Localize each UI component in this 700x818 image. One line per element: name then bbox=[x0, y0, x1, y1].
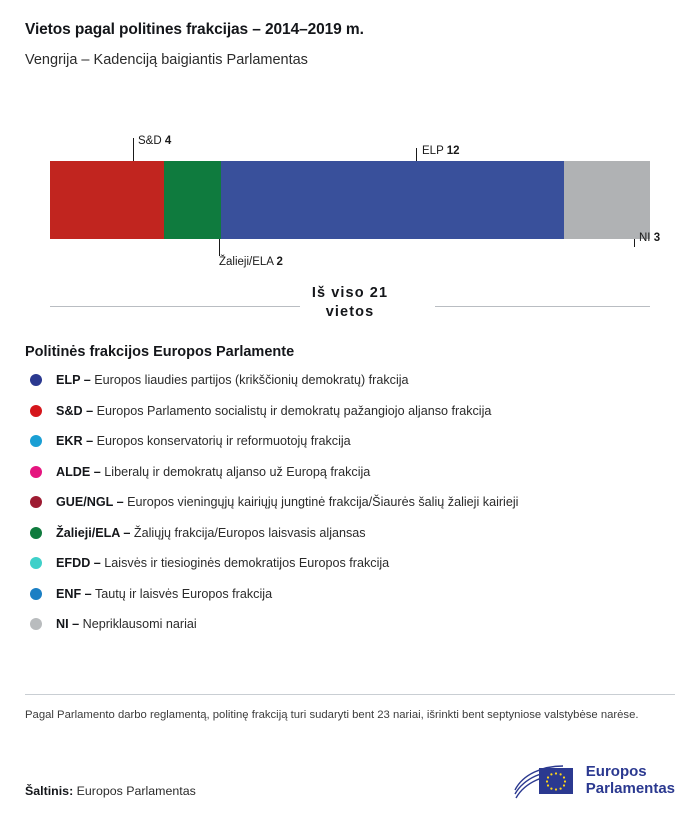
elp-callout bbox=[422, 145, 460, 157]
elp-callout-value: 12 bbox=[446, 145, 460, 157]
legend-item-elp bbox=[25, 372, 675, 403]
sd-callout-label: S&D bbox=[138, 135, 162, 147]
european-parliament-logo bbox=[513, 760, 675, 802]
source-label: Šaltinis: bbox=[25, 784, 74, 798]
legend-abbr-alde: ALDE – bbox=[56, 464, 101, 479]
legend-dot-icon bbox=[30, 496, 42, 508]
legend-abbr-gue-ngl: GUE/NGL – bbox=[56, 495, 124, 509]
legend-dot-icon bbox=[30, 588, 42, 600]
legend-item-zalieji-ela bbox=[25, 525, 675, 556]
legend-desc-ni: Nepriklausomi nariai bbox=[82, 617, 197, 631]
ni-callout-label: NI bbox=[639, 232, 651, 244]
legend-item-gue-ngl bbox=[25, 494, 675, 525]
ep-flag-icon bbox=[513, 760, 577, 802]
legend-desc-elp: Europos liaudies partijos (krikščionių demokratų) frakcija bbox=[94, 373, 409, 387]
legend-desc-gue-ngl: Europos vieningųjų kairiųjų jungtinė frakcija/Šiaurės šalių žalieji kairieji bbox=[127, 495, 519, 509]
legend-item-ni bbox=[25, 616, 675, 647]
legend-dot-icon bbox=[30, 618, 42, 630]
zalieji-callout-value: 2 bbox=[276, 256, 283, 268]
legend-dot-icon bbox=[30, 435, 42, 447]
bar-row bbox=[50, 161, 650, 239]
elp-callout-label: ELP bbox=[422, 145, 444, 157]
legend-abbr-ekr: EKR – bbox=[56, 434, 94, 448]
total-block bbox=[25, 284, 675, 326]
ep-wordmark bbox=[586, 764, 675, 798]
ni-callout bbox=[639, 232, 660, 244]
ni-callout-value: 3 bbox=[653, 232, 661, 244]
stacked-bar-chart bbox=[25, 124, 675, 268]
legend-item-sd bbox=[25, 403, 675, 434]
bar-segment-ni bbox=[564, 161, 650, 239]
bar-segment-sd bbox=[50, 161, 164, 239]
legend-abbr-zalieji-ela: Žalieji/ELA – bbox=[56, 525, 131, 540]
legend-desc-sd: Europos Parlamento socialistų ir demokratų pažangiojo aljanso frakcija bbox=[96, 403, 492, 418]
legend-list bbox=[25, 372, 675, 647]
legend-desc-enf: Tautų ir laisvės Europos frakcija bbox=[94, 586, 273, 601]
legend-item-alde bbox=[25, 464, 675, 495]
legend-dot-icon bbox=[30, 557, 42, 569]
sd-callout-value: 4 bbox=[164, 135, 172, 147]
ep-wordmark-line-2: Parlamentas bbox=[585, 780, 675, 797]
legend-dot-icon bbox=[30, 527, 42, 539]
page-title: Vietos pagal politines frakcijas – 2014–2019 m. bbox=[25, 21, 364, 38]
legend-desc-alde: Liberalų ir demokratų aljanso už Europą frakcija bbox=[104, 464, 371, 479]
legend-abbr-enf: ENF – bbox=[56, 586, 92, 601]
legend-dot-icon bbox=[30, 374, 42, 386]
total-line-1: Iš viso 21 bbox=[311, 285, 389, 301]
zalieji-callout-label: Žalieji/ELA bbox=[219, 256, 274, 268]
source-value: Europos Parlamentas bbox=[76, 784, 196, 798]
total-line-2: vietos bbox=[325, 304, 375, 321]
sd-callout-tick bbox=[133, 138, 134, 161]
ni-callout-tick bbox=[634, 239, 635, 247]
legend-item-efdd bbox=[25, 555, 675, 586]
legend-abbr-efdd: EFDD – bbox=[56, 556, 101, 570]
legend-item-ekr bbox=[25, 433, 675, 464]
legend-title: Politinės frakcijos Europos Parlamente bbox=[25, 344, 295, 360]
legend-dot-icon bbox=[30, 405, 42, 417]
total-text bbox=[25, 284, 675, 323]
legend-desc-ekr: Europos konservatorių ir reformuotojų frakcija bbox=[96, 434, 351, 448]
ep-wordmark-line-1: Europos bbox=[585, 763, 647, 781]
elp-callout-tick bbox=[416, 148, 417, 161]
footer-divider bbox=[25, 694, 675, 695]
sd-callout bbox=[138, 135, 171, 147]
source-line bbox=[25, 784, 196, 798]
legend-dot-icon bbox=[30, 466, 42, 478]
legend-abbr-ni: NI – bbox=[56, 617, 80, 631]
page-subtitle: Vengrija – Kadenciją baigiantis Parlamentas bbox=[25, 52, 308, 68]
legend-abbr-elp: ELP – bbox=[56, 373, 91, 387]
zalieji-callout bbox=[219, 237, 283, 268]
legend-abbr-sd: S&D – bbox=[56, 403, 94, 418]
bar-segment-zalieji-ela bbox=[164, 161, 221, 239]
legend-desc-zalieji-ela: Žaliųjų frakcija/Europos laisvasis aljansas bbox=[133, 525, 366, 540]
footnote: Pagal Parlamento darbo reglamentą, politinę frakciją turi sudaryti bent 23 nariai, išrinkti bent septyniose valstybėse narėse. bbox=[25, 709, 639, 721]
legend-item-enf bbox=[25, 586, 675, 617]
legend-desc-efdd: Laisvės ir tiesioginės demokratijos Europos frakcija bbox=[104, 556, 390, 570]
bar-segment-elp bbox=[221, 161, 564, 239]
